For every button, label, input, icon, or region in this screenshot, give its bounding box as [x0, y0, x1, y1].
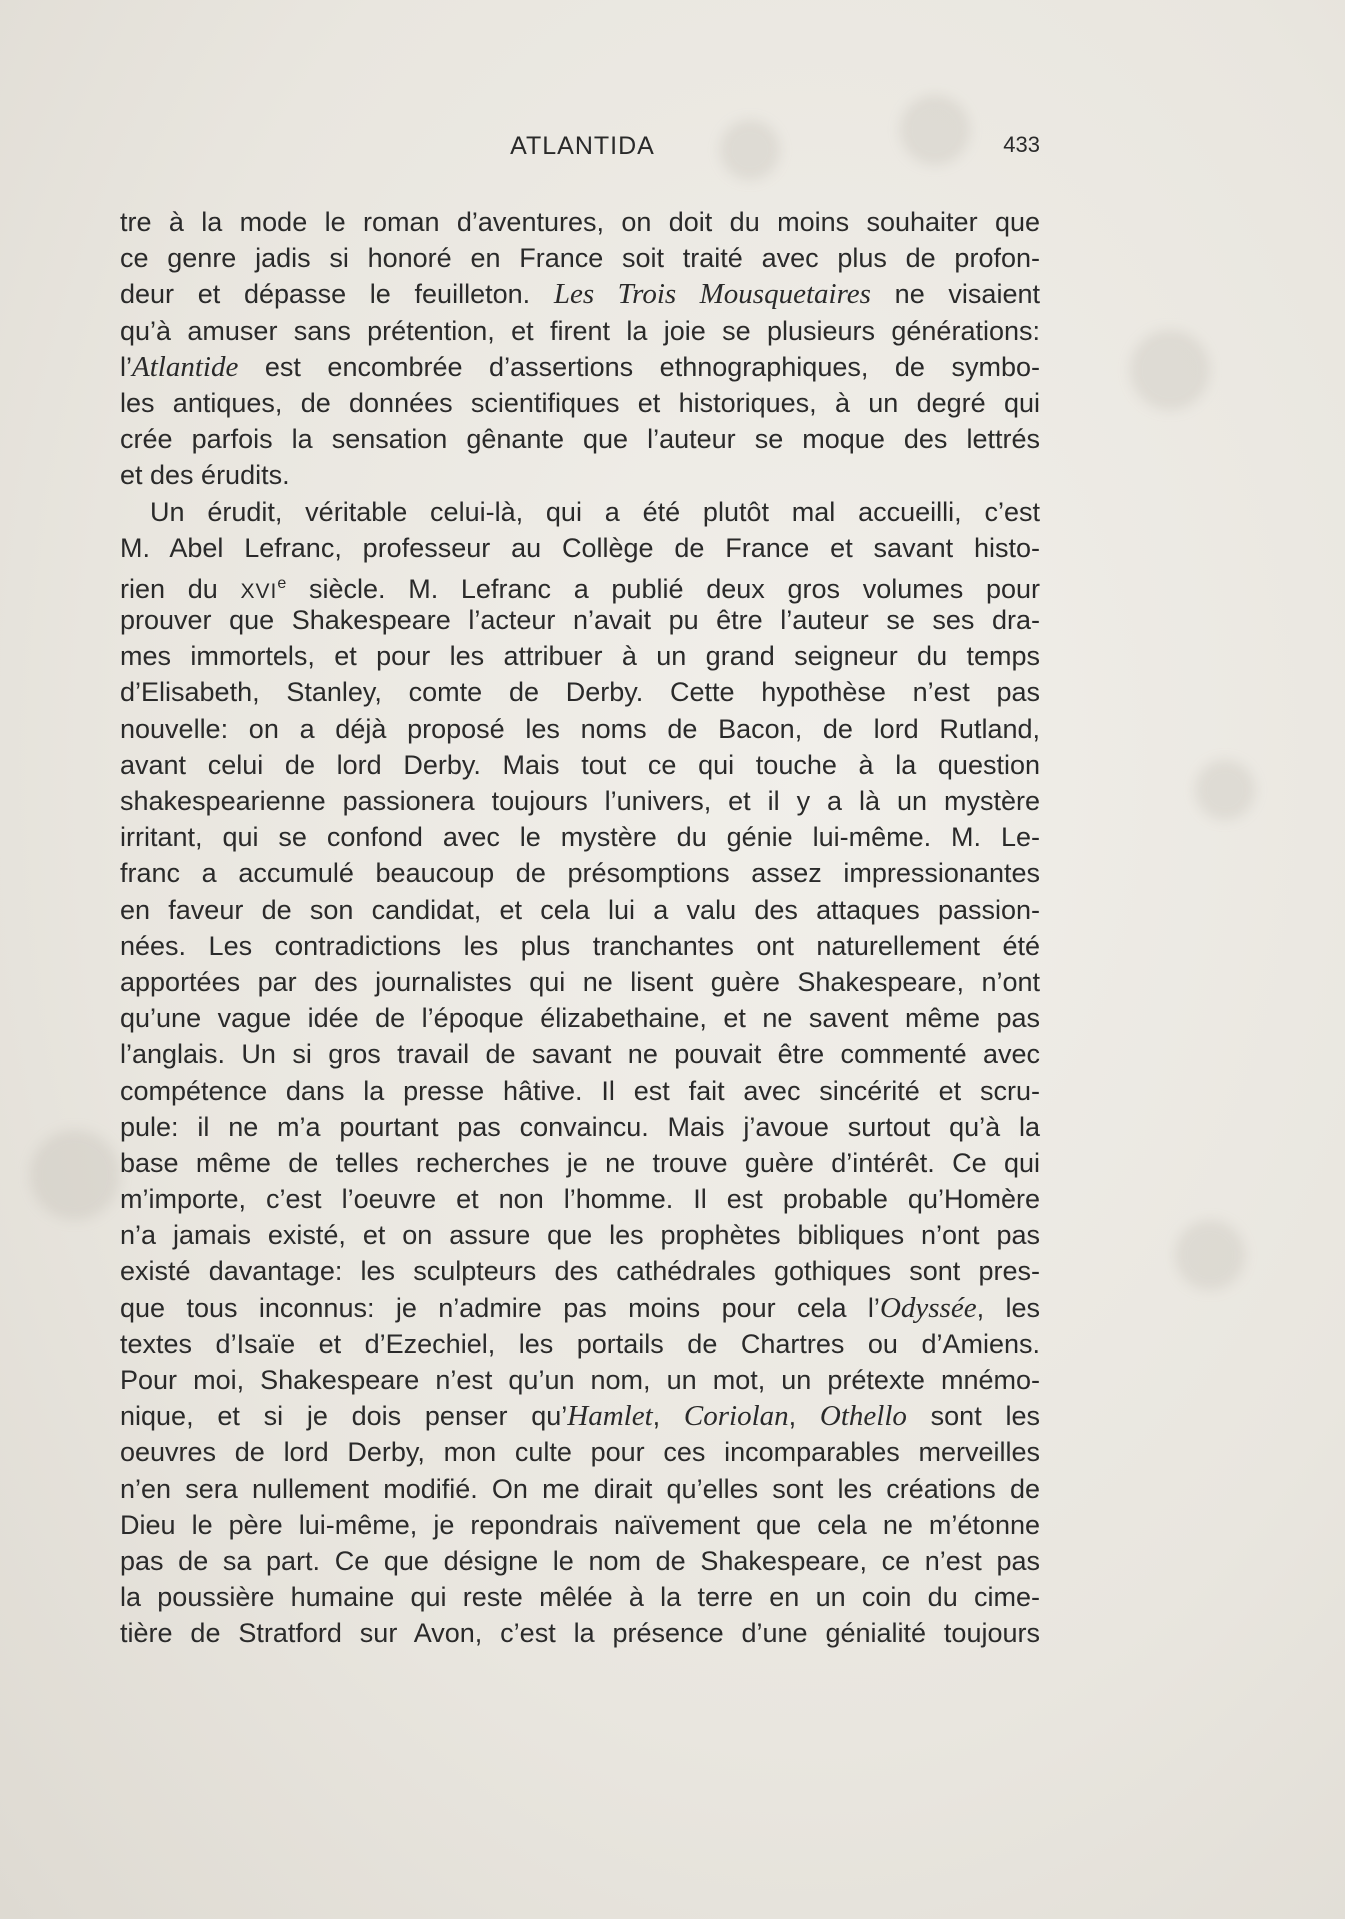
text-segment: compétence dans la presse hâtive. Il est fait avec sincérité et scru-	[120, 1075, 1040, 1106]
text-segment: nique, et si je dois penser qu’	[120, 1401, 568, 1432]
text-segment: n’a jamais existé, et on assure que les prophètes bibliques n’ont pas	[120, 1220, 1040, 1251]
text-line	[120, 1507, 1040, 1543]
italic-title: Othello	[819, 1400, 907, 1433]
text-line	[120, 1109, 1040, 1145]
text-line	[120, 1398, 1040, 1434]
text-segment: apportées par des journalistes qui ne lisent guère Shakespeare, n’ont	[120, 966, 1040, 997]
text-segment: qu’une vague idée de l’époque élizabethaine, et ne savent même pas	[120, 1003, 1040, 1034]
text-line	[120, 240, 1040, 276]
text-line	[120, 1471, 1040, 1507]
text-segment: Dieu le père lui-même, je repondrais naïvement que cela ne m’étonne	[120, 1509, 1040, 1540]
text-line	[120, 855, 1040, 891]
text-segment: ne visaient	[870, 279, 1040, 310]
text-line	[120, 349, 1040, 385]
text-line	[120, 638, 1040, 674]
italic-title: Atlantide	[132, 350, 239, 383]
italic-title: Hamlet	[567, 1400, 653, 1433]
text-segment: siècle. M. Lefranc a publié deux gros volumes pour	[286, 573, 1040, 604]
italic-title: Coriolan	[683, 1400, 789, 1433]
text-segment: est encombrée d’assertions ethnographiques, de symbo-	[238, 351, 1040, 382]
text-segment: textes d’Isaïe et d’Ezechiel, les portails de Chartres ou d’Amiens.	[120, 1328, 1040, 1359]
text-segment: tre à la mode le roman d’aventures, on doit du moins souhaiter que	[120, 207, 1040, 237]
text-segment: prouver que Shakespeare l’acteur n’avait pu être l’auteur se ses dra-	[120, 605, 1040, 636]
paper-stain	[30, 1130, 120, 1220]
text-segment: qu’à amuser sans prétention, et firent la joie se plusieurs générations:	[120, 315, 1040, 346]
text-line	[120, 1036, 1040, 1072]
text-segment: crée parfois la sensation gênante que l’auteur se moque des lettrés	[120, 424, 1040, 455]
text-line	[120, 1073, 1040, 1109]
text-segment: irritant, qui se confond avec le mystère du génie lui-même. M. Le-	[120, 822, 1040, 853]
text-segment: ,	[652, 1401, 684, 1432]
text-segment: les antiques, de données scientifiques et historiques, à un degré qui	[120, 387, 1040, 418]
running-title: ATLANTIDA	[510, 132, 655, 160]
text-line	[120, 711, 1040, 747]
text-segment: pas de sa part. Ce que désigne le nom de Shakespeare, ce n’est pas	[120, 1545, 1040, 1576]
text-segment: sont les	[906, 1401, 1040, 1432]
text-segment: Un érudit, véritable celui-là, qui a été plutôt mal accueilli, c’est	[150, 496, 1040, 527]
text-segment: XVI	[240, 579, 278, 603]
text-segment: franc a accumulé beaucoup de présomptions assez impressionantes	[120, 858, 1040, 889]
text-segment: pule: il ne m’a pourtant pas convaincu. Mais j’avoue surtout qu’à la	[120, 1111, 1040, 1142]
text-line	[120, 1217, 1040, 1253]
text-segment: ce genre jadis si honoré en France soit traité avec plus de profon-	[120, 243, 1040, 274]
text-segment: ,	[788, 1401, 820, 1432]
text-line	[120, 566, 1040, 602]
text-line	[120, 747, 1040, 783]
text-line	[120, 494, 1040, 530]
text-segment: m’importe, c’est l’oeuvre et non l’homme. Il est probable qu’Homère	[120, 1184, 1040, 1215]
text-segment: base même de telles recherches je ne trouve guère d’intérêt. Ce qui	[120, 1147, 1040, 1178]
text-segment: la poussière humaine qui reste mêlée à la terre en un coin du cime-	[120, 1582, 1040, 1613]
italic-title: Les Trois Mousquetaires	[553, 278, 871, 311]
text-line	[120, 1579, 1040, 1615]
text-line	[120, 313, 1040, 349]
text-line	[120, 928, 1040, 964]
paper-stain	[1130, 330, 1210, 410]
text-line	[120, 530, 1040, 566]
text-segment: Pour moi, Shakespeare n’est qu’un nom, un mot, un prétexte mnémo-	[120, 1365, 1040, 1395]
text-line	[120, 964, 1040, 1000]
text-segment: l’anglais. Un si gros travail de savant ne pouvait être commenté avec	[120, 1039, 1040, 1070]
text-line	[120, 674, 1040, 710]
text-line	[120, 1290, 1040, 1326]
paper-stain	[1175, 1220, 1245, 1290]
text-line	[120, 602, 1040, 638]
text-segment: nouvelle: on a déjà proposé les noms de Bacon, de lord Rutland,	[120, 713, 1040, 744]
text-segment: n’en sera nullement modifié. On me dirait qu’elles sont les créations de	[120, 1473, 1040, 1504]
text-segment: deur et dépasse le feuilleton.	[120, 279, 554, 310]
text-line	[120, 1326, 1040, 1362]
text-segment: shakespearienne passionera toujours l’univers, et il y a là un mystère	[120, 786, 1040, 816]
text-line	[120, 1000, 1040, 1036]
paper-stain	[1195, 760, 1255, 820]
text-segment: oeuvres de lord Derby, mon culte pour ces incomparables merveilles	[120, 1437, 1040, 1468]
text-segment: rien du	[120, 573, 241, 604]
text-line	[120, 892, 1040, 928]
text-line	[120, 1543, 1040, 1579]
text-segment: en faveur de son candidat, et cela lui a valu des attaques passion-	[120, 894, 1040, 925]
page-number: 433	[1003, 132, 1040, 157]
text-line	[120, 1362, 1040, 1398]
text-segment: que tous inconnus: je n’admire pas moins pour cela l’	[120, 1292, 880, 1323]
text-line	[120, 421, 1040, 457]
text-segment: nées. Les contradictions les plus tranchantes ont naturellement été	[120, 930, 1040, 961]
text-segment: existé davantage: les sculpteurs des cathédrales gothiques sont pres-	[120, 1256, 1040, 1287]
text-line	[120, 1434, 1040, 1470]
page-header	[125, 132, 1040, 168]
text-line	[120, 819, 1040, 855]
text-line	[120, 1253, 1040, 1289]
text-line	[120, 385, 1040, 421]
body-text	[120, 204, 1040, 1652]
text-line	[120, 783, 1040, 819]
text-segment: l’	[120, 351, 132, 382]
text-line	[120, 204, 1040, 240]
text-segment: avant celui de lord Derby. Mais tout ce qui touche à la question	[120, 749, 1040, 780]
text-line	[120, 1615, 1040, 1651]
text-line	[120, 1145, 1040, 1181]
text-segment: , les	[976, 1292, 1040, 1323]
text-segment: tière de Stratford sur Avon, c’est la présence d’une génialité toujours	[120, 1618, 1040, 1649]
text-segment: M. Abel Lefranc, professeur au Collège de France et savant histo-	[120, 532, 1040, 563]
text-segment: mes immortels, et pour les attribuer à un grand seigneur du temps	[120, 641, 1040, 672]
text-segment: e	[277, 574, 287, 592]
text-line	[120, 276, 1040, 312]
text-line	[120, 1181, 1040, 1217]
italic-title: Odyssée	[879, 1291, 977, 1324]
text-segment: et des érudits.	[120, 460, 290, 491]
text-segment: d’Elisabeth, Stanley, comte de Derby. Cette hypothèse n’est pas	[120, 677, 1040, 708]
text-line	[120, 457, 1040, 493]
